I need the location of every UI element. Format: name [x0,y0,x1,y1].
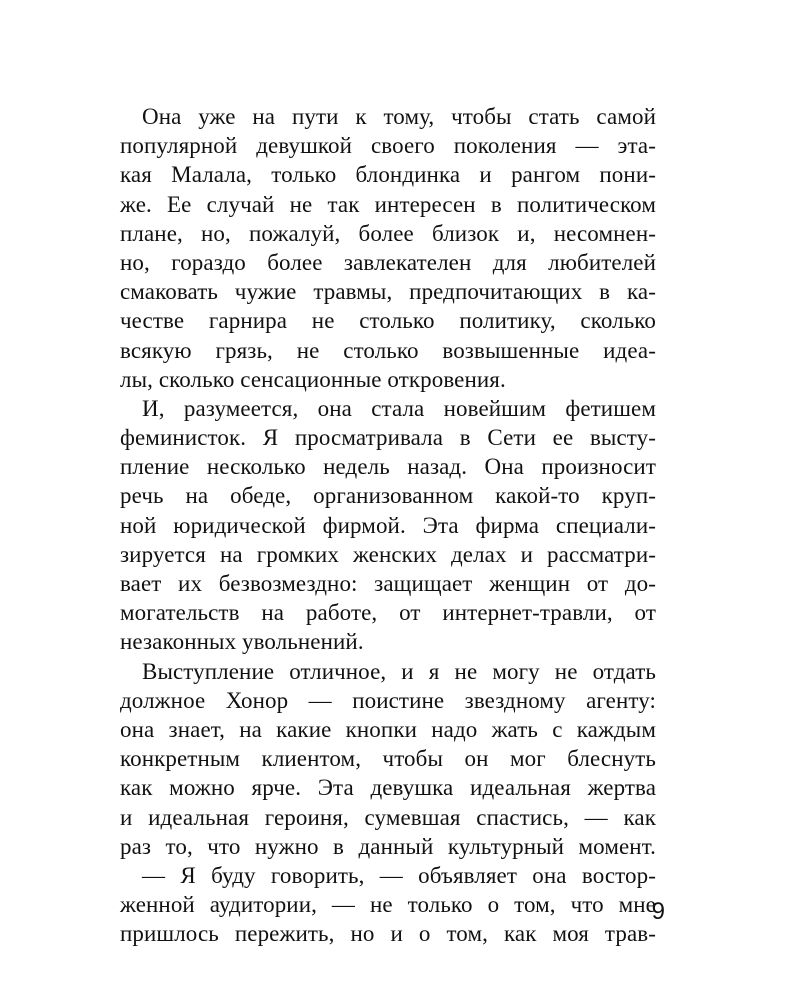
text-line: как можно ярче. Эта девушка идеальная жертва [120,775,656,801]
text-line: вает их безвозмездно: защищает женщин от до- [120,571,656,596]
text-line: зируется на громких женских делах и рассматри- [120,541,656,567]
text-line: пришлось пережить, но и о том, как моя трав- [120,921,656,947]
text-line: кая Малала, только блондинка и рангом пони- [120,162,656,188]
text-line: популярной девушкой своего поколения — эта- [120,133,656,159]
text-line: пление несколько недель назад. Она произносит [120,454,656,480]
text-line: женной аудитории, — не только о том, что мне [120,892,656,918]
text-line: Выступление отличное, и я не могу не отдать [142,658,656,684]
page-number: 9 [651,898,665,925]
body-text [120,102,656,948]
text-line: и идеальная героиня, сумевшая спастись, — как [120,804,656,830]
text-line: честве гарнира не столько политику, сколько [120,308,656,334]
text-line: но, гораздо более завлекателен для любителей [120,249,656,275]
text-line: она знает, на какие кнопки надо жать с каждым [120,716,656,742]
text-line: речь на обеде, организованном какой-то круп- [120,483,656,509]
text-line: И, разумеется, она стала новейшим фетишем [142,395,656,421]
text-line: лы, сколько сенсационные откровения. [120,366,506,392]
text-line: смаковать чужие травмы, предпочитающих в ка- [120,279,656,305]
text-line: всякую грязь, не столько возвышенные идеа- [120,337,656,363]
text-line: феминисток. Я просматривала в Сети ее высту- [120,425,656,451]
text-line: незаконных увольнений. [120,629,364,655]
text-line: раз то, что нужно в данный культурный момент. [120,833,656,859]
text-line: конкретным клиентом, чтобы он мог блеснуть [120,746,656,772]
text-line: могательств на работе, от интернет-травли, от [120,600,656,626]
text-line: ной юридической фирмой. Эта фирма специали- [120,512,656,538]
text-line: плане, но, пожалуй, более близок и, несомнен- [120,220,656,246]
text-line: — Я буду говорить, — объявляет она востор- [142,862,656,888]
text-line: же. Ее случай не так интересен в политическом [120,191,656,217]
text-line: должное Хонор — поистине звездному агенту: [120,687,656,713]
text-line: Она уже на пути к тому, чтобы стать самой [142,104,656,129]
